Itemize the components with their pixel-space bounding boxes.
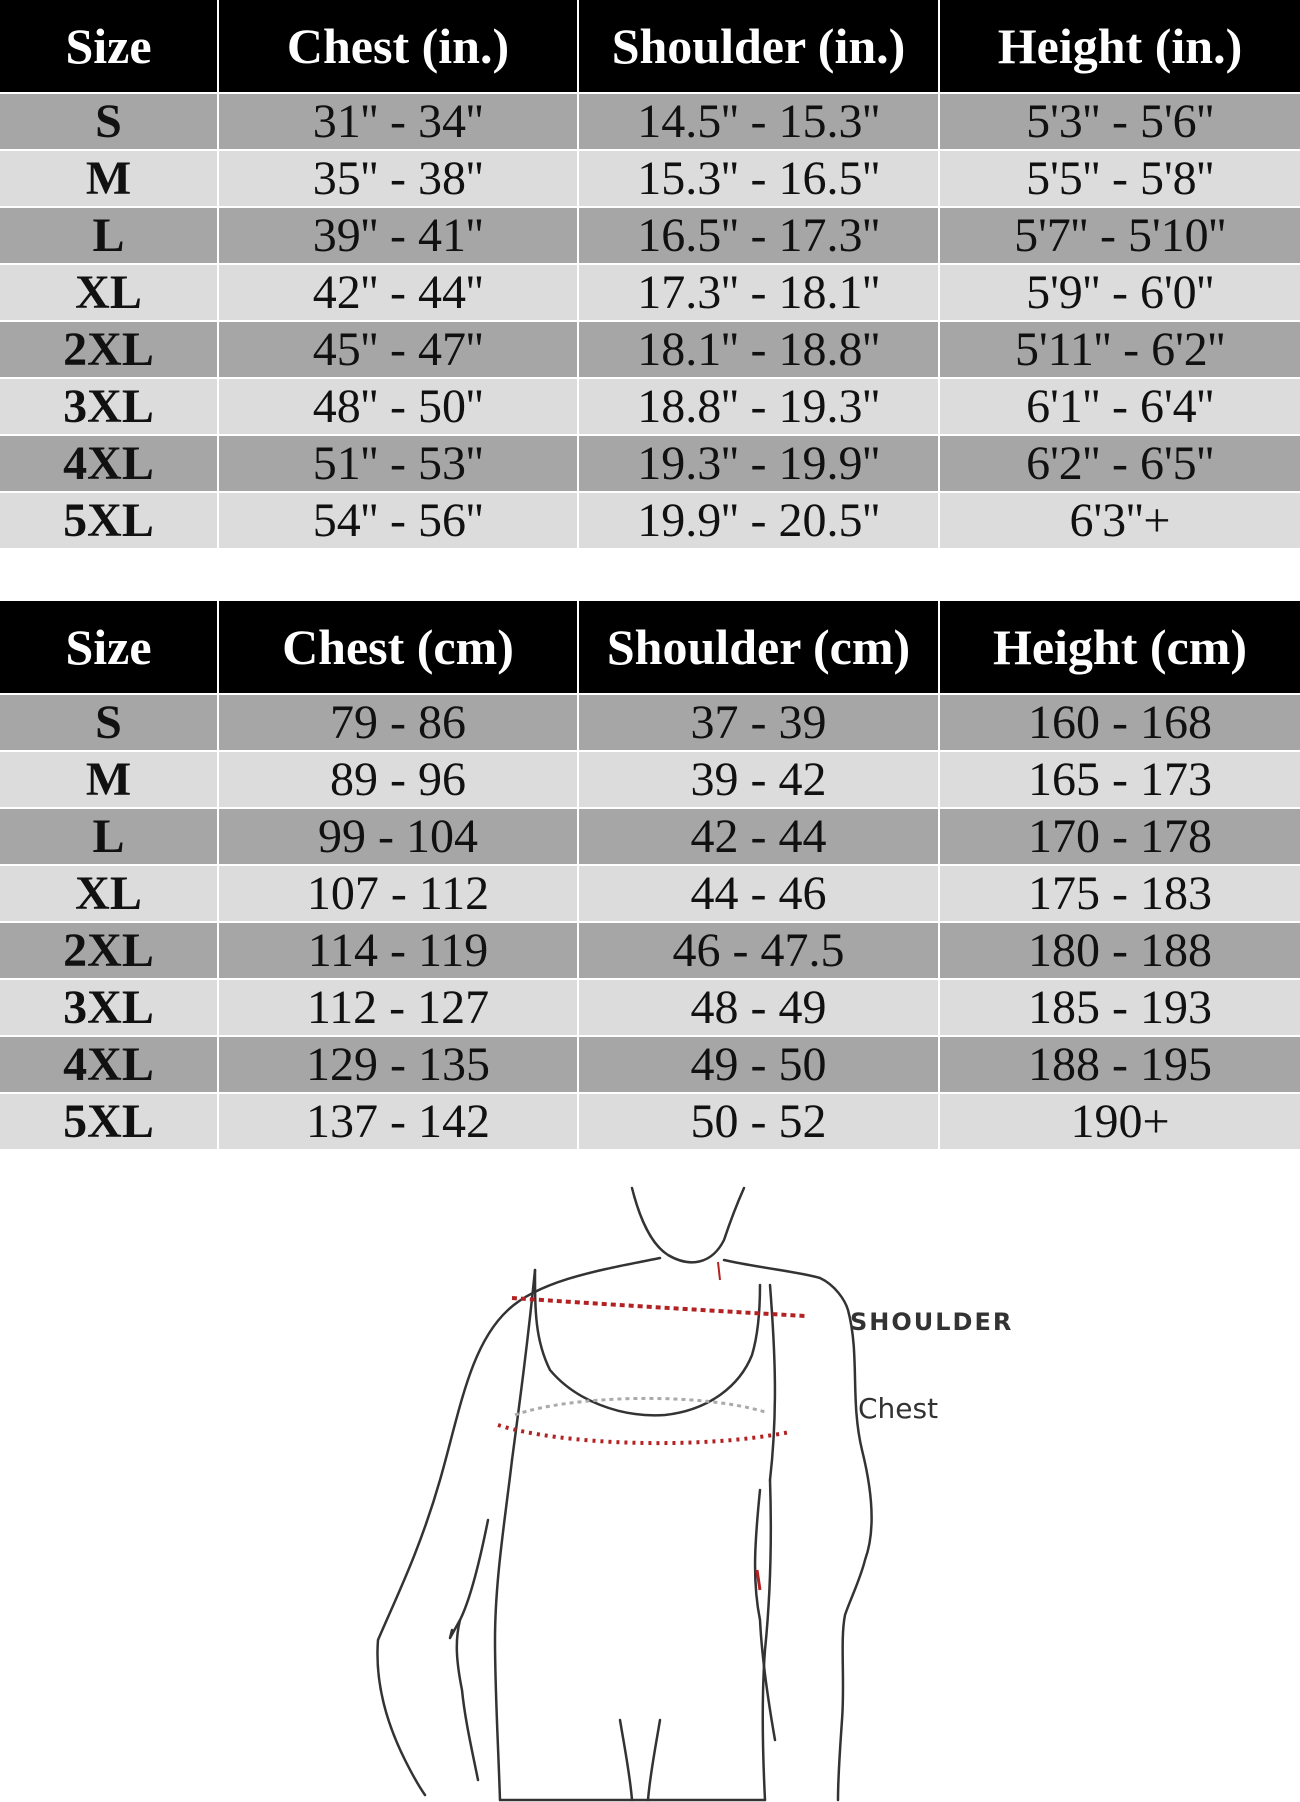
size-cell: 2XL: [0, 922, 218, 979]
neck-mark: [718, 1262, 720, 1280]
header-chest: Chest (cm): [218, 601, 578, 694]
table-row: [0, 435, 1300, 492]
chest-cell: 89 - 96: [218, 751, 578, 808]
shoulder-cell: 39 - 42: [578, 751, 939, 808]
size-cell: 5XL: [0, 492, 218, 548]
chest-cell: 51'' - 53'': [218, 435, 578, 492]
table-row: [0, 150, 1300, 207]
torso-outline: [377, 1188, 871, 1800]
chest-cell: 48'' - 50'': [218, 378, 578, 435]
size-cell: M: [0, 150, 218, 207]
header-chest: Chest (in.): [218, 0, 578, 93]
table-row: [0, 264, 1300, 321]
header-shoulder: Shoulder (in.): [578, 0, 939, 93]
chest-cell: 31'' - 34'': [218, 93, 578, 150]
chest-cell: 114 - 119: [218, 922, 578, 979]
shoulder-cell: 18.1'' - 18.8'': [578, 321, 939, 378]
size-cell: 4XL: [0, 1036, 218, 1093]
height-cell: 188 - 195: [939, 1036, 1300, 1093]
shoulder-cell: 17.3'' - 18.1'': [578, 264, 939, 321]
shoulder-cell: 44 - 46: [578, 865, 939, 922]
chest-label: Chest: [858, 1392, 939, 1425]
size-cell: 5XL: [0, 1093, 218, 1149]
size-cell: 3XL: [0, 979, 218, 1036]
chest-cell: 42'' - 44'': [218, 264, 578, 321]
height-cell: 6'2'' - 6'5'': [939, 435, 1300, 492]
height-cell: 160 - 168: [939, 694, 1300, 751]
shoulder-cell: 15.3'' - 16.5'': [578, 150, 939, 207]
size-cell: XL: [0, 264, 218, 321]
table-header-row: [0, 601, 1300, 694]
chest-cell: 99 - 104: [218, 808, 578, 865]
table-row: [0, 207, 1300, 264]
size-cell: XL: [0, 865, 218, 922]
shoulder-cell: 48 - 49: [578, 979, 939, 1036]
chest-cell: 39'' - 41'': [218, 207, 578, 264]
table-row: [0, 922, 1300, 979]
header-height: Height (in.): [939, 0, 1300, 93]
table-row: [0, 321, 1300, 378]
chest-cell: 79 - 86: [218, 694, 578, 751]
header-size: Size: [0, 0, 218, 93]
chest-measure-line: [498, 1425, 790, 1443]
size-cell: S: [0, 93, 218, 150]
table-row: [0, 1093, 1300, 1149]
shoulder-cell: 16.5'' - 17.3'': [578, 207, 939, 264]
height-cell: 5'5'' - 5'8'': [939, 150, 1300, 207]
size-table-centimeters: [0, 601, 1300, 1149]
shoulder-cell: 42 - 44: [578, 808, 939, 865]
chest-cell: 129 - 135: [218, 1036, 578, 1093]
height-cell: 170 - 178: [939, 808, 1300, 865]
size-table-inches: [0, 0, 1300, 548]
shoulder-label: SHOULDER: [850, 1308, 1014, 1336]
header-shoulder: Shoulder (cm): [578, 601, 939, 694]
shoulder-cell: 19.3'' - 19.9'': [578, 435, 939, 492]
shoulder-cell: 37 - 39: [578, 694, 939, 751]
height-cell: 5'9'' - 6'0'': [939, 264, 1300, 321]
table-row: [0, 979, 1300, 1036]
chest-cell: 137 - 142: [218, 1093, 578, 1149]
height-cell: 185 - 193: [939, 979, 1300, 1036]
chest-measure-back-line: [515, 1398, 765, 1415]
chest-cell: 107 - 112: [218, 865, 578, 922]
height-cell: 165 - 173: [939, 751, 1300, 808]
shoulder-cell: 18.8'' - 19.3'': [578, 378, 939, 435]
size-cell: S: [0, 694, 218, 751]
height-cell: 5'3'' - 5'6'': [939, 93, 1300, 150]
table-row: [0, 751, 1300, 808]
waist-mark: [757, 1570, 760, 1590]
table-row: [0, 865, 1300, 922]
table-row: [0, 1036, 1300, 1093]
table-row: [0, 93, 1300, 150]
header-size: Size: [0, 601, 218, 694]
height-cell: 175 - 183: [939, 865, 1300, 922]
height-cell: 6'3''+: [939, 492, 1300, 548]
size-cell: 2XL: [0, 321, 218, 378]
shoulder-cell: 46 - 47.5: [578, 922, 939, 979]
chest-cell: 112 - 127: [218, 979, 578, 1036]
table-header-row: [0, 0, 1300, 93]
shoulder-measure-line: [512, 1298, 805, 1316]
chest-cell: 35'' - 38'': [218, 150, 578, 207]
size-cell: L: [0, 207, 218, 264]
height-cell: 5'11'' - 6'2'': [939, 321, 1300, 378]
chest-cell: 54'' - 56'': [218, 492, 578, 548]
table-row: [0, 492, 1300, 548]
table-row: [0, 808, 1300, 865]
shoulder-cell: 49 - 50: [578, 1036, 939, 1093]
shoulder-cell: 19.9'' - 20.5'': [578, 492, 939, 548]
measurement-diagram: [0, 1160, 1300, 1802]
height-cell: 190+: [939, 1093, 1300, 1149]
height-cell: 180 - 188: [939, 922, 1300, 979]
table-row: [0, 378, 1300, 435]
shoulder-cell: 14.5'' - 15.3'': [578, 93, 939, 150]
height-cell: 6'1'' - 6'4'': [939, 378, 1300, 435]
shoulder-cell: 50 - 52: [578, 1093, 939, 1149]
chest-cell: 45'' - 47'': [218, 321, 578, 378]
size-cell: 3XL: [0, 378, 218, 435]
header-height: Height (cm): [939, 601, 1300, 694]
size-cell: 4XL: [0, 435, 218, 492]
size-cell: M: [0, 751, 218, 808]
size-cell: L: [0, 808, 218, 865]
table-row: [0, 694, 1300, 751]
height-cell: 5'7'' - 5'10'': [939, 207, 1300, 264]
